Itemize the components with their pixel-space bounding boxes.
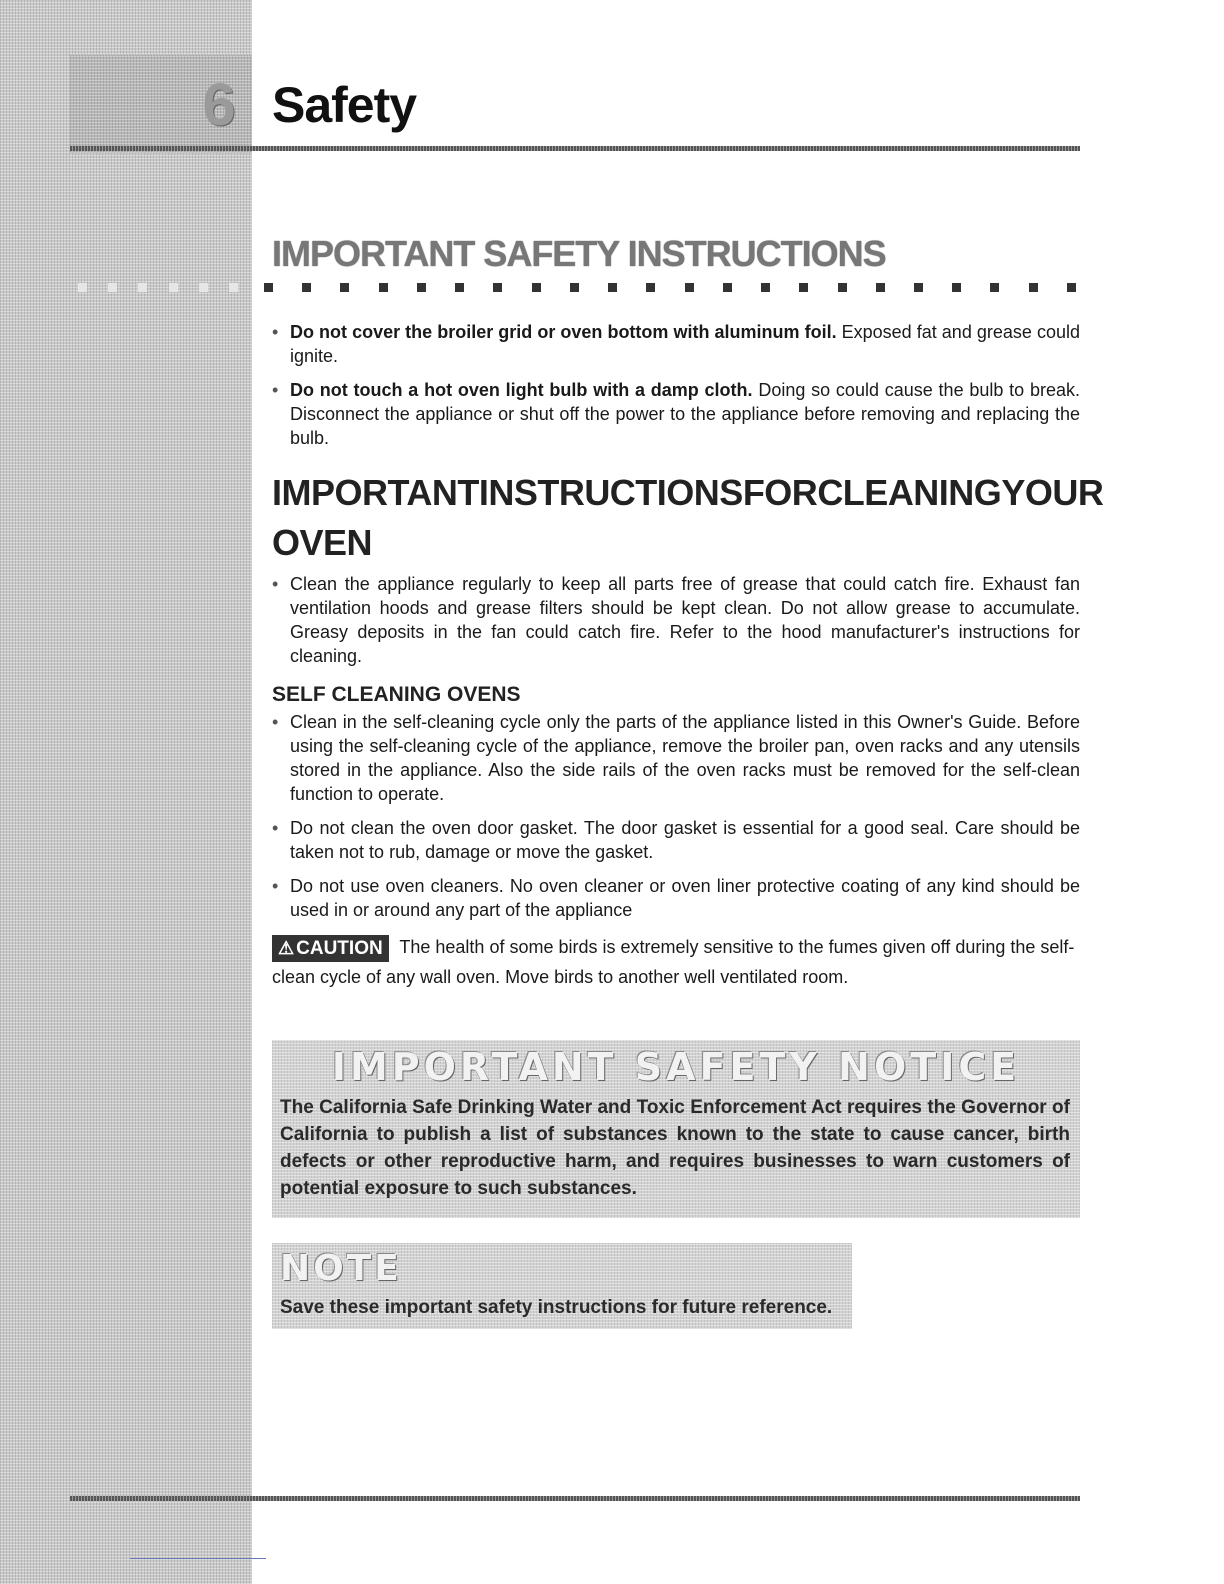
heading-word: IMPORTANT (272, 472, 479, 513)
item-text: Exposed fat and grease could ignite. (290, 322, 1080, 366)
caution-badge (272, 935, 389, 962)
list-item (272, 320, 1080, 368)
caution-paragraph (272, 932, 1080, 992)
chapter-number: 6 (202, 71, 236, 138)
list-item: • Clean the appliance regularly to keep all parts free of grease that could catch fire. Exhaust fan ventilation hoods and grease filters should be kept clean. Do not allow grease to accumulate. Greasy deposits in the fan could catch fire. Refer to the hood manufacturer's instructions for cleaning. (272, 572, 1080, 668)
item-bold: Do not cover the broiler grid or oven bottom with aluminum foil. (290, 322, 837, 342)
self-cleaning-list (272, 710, 1080, 922)
cleaning-heading (272, 468, 1104, 568)
notice-body: The California Safe Drinking Water and Toxic Enforcement Act requires the Governor of California to publish a list of substances known to the state to cause cancer, birth defects or other reproductive harm, and requires businesses to warn customers of potential exposure to such substances. (280, 1097, 1070, 1199)
notice-title: IMPORTANT SAFETY NOTICE (331, 1045, 1021, 1089)
safety-notice-box (272, 1040, 1080, 1218)
footer-rule (70, 1496, 1080, 1501)
cleaning-list (272, 572, 1080, 668)
page-title: Safety (272, 77, 417, 133)
sidebar-dot-row (78, 283, 238, 293)
heading-word: CLEANING (817, 472, 1002, 513)
sidebar-texture (0, 0, 252, 1584)
list-item: • Clean in the self-cleaning cycle only the parts of the appliance listed in this Owner's Guide. Before using the self-cleaning cycle of the appliance, remove the broiler pan, oven racks and any utensils stored in the appliance. Also the side rails of the oven racks must be removed for the self-clean function to operate. (272, 710, 1080, 806)
heading-word: YOUR (1001, 472, 1104, 513)
safety-list (272, 320, 1080, 450)
self-cleaning-heading: SELF CLEANING OVENS (272, 683, 521, 706)
note-title: NOTE (280, 1248, 402, 1289)
heading-word: FOR (742, 472, 818, 513)
item-bold: Do not touch a hot oven light bulb with a damp cloth. (290, 380, 753, 400)
header-rule (70, 146, 1080, 151)
main-content (272, 320, 1104, 992)
list-item: • Do not clean the oven door gasket. The door gasket is essential for a good seal. Care should be taken not to rub, damage or move the gasket. (272, 816, 1080, 864)
item-text: Doing so could cause the bulb to break. Disconnect the appliance or shut off the power to the appliance before removing and replacing the bulb. (290, 380, 1080, 448)
note-body: Save these important safety instructions for future reference. (280, 1297, 833, 1318)
safety-heading: IMPORTANT SAFETY INSTRUCTIONS (272, 233, 886, 274)
caution-text: The health of some birds is extremely sensitive to the fumes given off during the self-clean cycle of any wall oven. Move birds to another well ventilated room. (272, 937, 1075, 987)
heading-dot-row (264, 283, 1076, 293)
footer-underline (130, 1558, 266, 1559)
caution-label: CAUTION (296, 937, 383, 959)
list-item (272, 378, 1080, 450)
warning-triangle-icon: ⚠ (278, 937, 295, 958)
heading-word: INSTRUCTIONS (478, 472, 743, 513)
heading-line-2: OVEN (272, 522, 373, 563)
note-box (272, 1243, 852, 1329)
list-item: • Do not use oven cleaners. No oven cleaner or oven liner protective coating of any kind should be used in or around any part of the appliance (272, 874, 1080, 922)
